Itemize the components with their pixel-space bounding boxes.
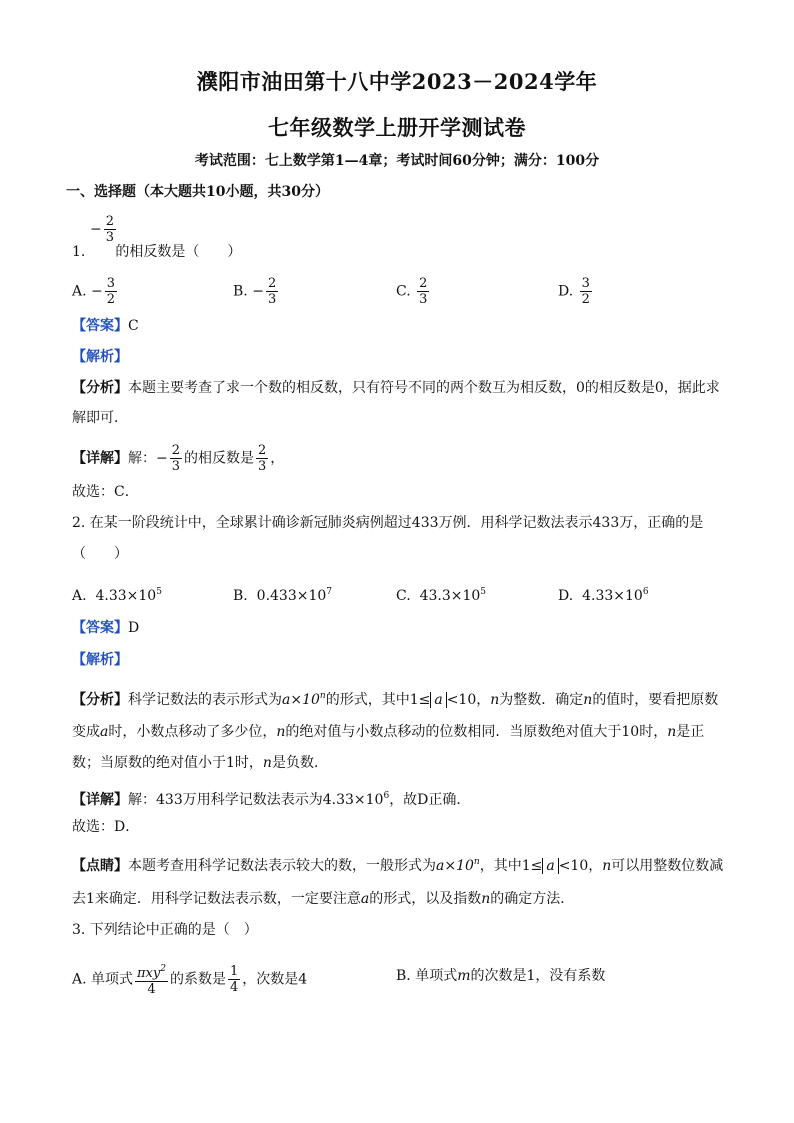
option-text: 单项式 xyxy=(91,971,134,988)
fenxi-text: 本题主要考查了求一个数的相反数，只有符号不同的两个数互为相反数，0的相反数是0，据此求 xyxy=(128,380,720,396)
q2-option-b[interactable] xyxy=(233,582,332,606)
xiangjie-tag: 【详解】 xyxy=(72,450,128,467)
frac-den: 3 xyxy=(419,292,428,307)
var-m: m xyxy=(457,968,471,984)
frac-num-exp: 2 xyxy=(160,964,166,974)
option-label: D. xyxy=(558,283,574,300)
frac-num: 2 xyxy=(267,276,277,291)
q1-option-d[interactable] xyxy=(558,276,594,307)
dianjing-formula: a×10 xyxy=(436,858,474,874)
var-n: n xyxy=(490,692,500,708)
option-fraction xyxy=(266,276,278,307)
q2-choose: 故选：D． xyxy=(72,819,140,835)
exam-title-school: 濮阳市油田第十八中学2023－2024学年 xyxy=(196,69,598,94)
dianjing-text: 可以用整数位数减 xyxy=(611,858,724,874)
xiangjie-tag: 【详解】 xyxy=(72,792,128,808)
section-heading: 一、选择题（本大题共10小题，共30分） xyxy=(66,184,329,200)
q1-stem-fraction xyxy=(90,214,118,245)
option-fraction xyxy=(580,276,592,307)
q2-stem-line2: （ ） xyxy=(72,546,128,562)
xiangjie-text: ，故D正确． xyxy=(389,792,471,808)
option-sign: − xyxy=(252,283,264,300)
range-left: 1≤ xyxy=(409,692,431,708)
fenxi-tag: 【分析】 xyxy=(72,380,128,396)
option-label: B. xyxy=(233,588,248,604)
q2-fenxi-line3 xyxy=(72,753,328,773)
frac-num: 3 xyxy=(581,276,590,291)
range-left: 1≤ xyxy=(521,858,543,874)
q2-xiangjie xyxy=(72,786,470,810)
dianjing-text: 本题考查用科学记数法表示较大的数，一般形式为 xyxy=(128,858,436,874)
fenxi-text: 时，小数点移动了多少位， xyxy=(108,724,277,740)
range-right: <10 xyxy=(446,692,477,708)
fenxi-text: 变成 xyxy=(72,724,100,740)
option-label: A. xyxy=(72,971,87,988)
answer-value: D xyxy=(128,620,140,636)
var-a: a xyxy=(360,891,370,907)
option-coef-fraction xyxy=(228,964,240,995)
q1-choose: 故选：C． xyxy=(72,484,139,500)
xiangjie-frac2 xyxy=(256,443,268,474)
fenxi-text: 的绝对值与小数点移动的位数相同．当原数绝对值大于10时， xyxy=(285,724,668,740)
frac-num: 2 xyxy=(258,443,267,458)
option-base: 0.433×10 xyxy=(256,588,327,604)
frac-den: 4 xyxy=(147,982,156,997)
q1-option-b[interactable] xyxy=(233,276,280,307)
frac-den: 3 xyxy=(171,459,181,474)
option-label: B. xyxy=(396,968,411,984)
q1-answer xyxy=(72,316,139,336)
xiangjie-text: 解：433万用科学记数法表示为 xyxy=(128,792,323,808)
range-right: <10 xyxy=(558,858,589,874)
q1-fenxi-line1 xyxy=(72,378,720,398)
option-base: 43.3×10 xyxy=(419,588,481,604)
option-exp: 5 xyxy=(480,587,487,597)
q1-number: 1. xyxy=(72,244,86,260)
q1-xiangjie xyxy=(72,443,284,474)
q1-option-a[interactable] xyxy=(72,276,119,307)
option-text: ，次数是4 xyxy=(242,971,308,988)
option-label: A. xyxy=(72,588,87,604)
q2-option-c[interactable] xyxy=(396,582,486,606)
option-text: 单项式 xyxy=(415,968,458,984)
xiangjie-mid: 的相反数是 xyxy=(184,450,255,467)
dianjing-text: 去1来确定．用科学记数法表示数，一定要注意 xyxy=(72,891,361,907)
q1-frac-den: 3 xyxy=(105,230,115,245)
option-label: A. xyxy=(72,283,87,300)
dianjing-text: 的形式，以及指数 xyxy=(369,891,482,907)
xiangjie-sign: − xyxy=(156,450,168,467)
dianjing-text: 的确定方法． xyxy=(490,891,575,907)
frac-den: 3 xyxy=(267,292,277,307)
frac-den: 2 xyxy=(581,292,590,307)
q3-option-a[interactable] xyxy=(72,962,307,997)
option-sign: − xyxy=(91,283,103,300)
fenxi-tag: 【分析】 xyxy=(72,692,128,708)
range-abs: a xyxy=(542,858,558,874)
fenxi-text: 科学记数法的表示形式为 xyxy=(128,692,282,708)
xiangjie-frac1 xyxy=(170,443,182,474)
q2-analysis-tag xyxy=(72,650,128,670)
exam-title-paper: 七年级数学上册开学测试卷 xyxy=(268,115,526,140)
var-n: n xyxy=(262,755,272,771)
frac-den: 3 xyxy=(258,459,267,474)
q1-fraction xyxy=(104,214,116,245)
xiangjie-base: 4.33×10 xyxy=(322,792,384,808)
option-text: 的次数是1，没有系数 xyxy=(470,968,606,984)
q1-fenxi-line2: 解即可． xyxy=(72,410,128,426)
option-label: C. xyxy=(396,283,411,300)
fenxi-text: 是正 xyxy=(676,724,705,740)
fenxi-text: 是负数． xyxy=(271,755,328,771)
fenxi-text: ， xyxy=(476,692,491,708)
q2-option-d[interactable] xyxy=(558,582,649,606)
fenxi-formula-exp: n xyxy=(319,691,326,701)
dianjing-formula-exp: n xyxy=(473,857,480,867)
dianjing-tag: 【点睛】 xyxy=(72,858,128,874)
option-exp: 7 xyxy=(326,587,333,597)
var-n: n xyxy=(481,891,491,907)
frac-num: 2 xyxy=(171,443,181,458)
var-n: n xyxy=(276,724,286,740)
option-base: 4.33×10 xyxy=(95,588,157,604)
range-abs: a xyxy=(430,692,446,708)
option-exp: 6 xyxy=(642,587,649,597)
q2-stem-line1: 2. 在某一阶段统计中，全球累计确诊新冠肺炎病例超过433万例．用科学记数法表示433万，正确的是 xyxy=(72,515,704,531)
frac-den: 2 xyxy=(106,292,116,307)
q1-stem xyxy=(72,242,241,262)
frac-num: πxy xyxy=(137,966,161,981)
var-n: n xyxy=(602,858,612,874)
frac-num: 2 xyxy=(419,276,428,291)
option-label: D. xyxy=(558,588,574,604)
fenxi-text: 的值时，要看把原数 xyxy=(592,692,719,708)
option-text: 的系数是 xyxy=(169,971,226,988)
option-label: C. xyxy=(396,588,411,604)
var-a: a xyxy=(100,724,109,740)
var-n: n xyxy=(667,724,677,740)
var-n: n xyxy=(583,692,593,708)
option-fraction xyxy=(105,276,117,307)
fenxi-text: 数；当原数的绝对值小于1时， xyxy=(72,755,263,771)
frac-num: 3 xyxy=(106,276,116,291)
q2-dianjing-line2 xyxy=(72,889,574,909)
answer-tag: 【答案】 xyxy=(72,620,128,636)
xiangjie-pre: 解： xyxy=(128,450,156,467)
option-base: 4.33×10 xyxy=(582,588,643,604)
analysis-tag: 【解析】 xyxy=(72,349,128,365)
q2-option-a[interactable] xyxy=(72,582,162,606)
fenxi-formula: a×10 xyxy=(282,692,320,708)
q1-frac-sign: − xyxy=(90,221,102,238)
exam-scope: 考试范围：七上数学第1—4章；考试时间60分钟；满分：100分 xyxy=(194,153,600,169)
answer-value: C xyxy=(128,318,139,334)
q3-stem: 3. 下列结论中正确的是（ ） xyxy=(72,922,258,938)
q1-analysis-tag xyxy=(72,347,128,367)
option-label: B. xyxy=(233,283,248,300)
q1-option-c[interactable] xyxy=(396,276,431,307)
q2-dianjing-line1 xyxy=(72,852,723,876)
frac-num: 1 xyxy=(229,964,239,979)
xiangjie-exp: 6 xyxy=(383,791,390,801)
dianjing-text: ， xyxy=(588,858,603,874)
fenxi-text: 为整数．确定 xyxy=(499,692,584,708)
q2-fenxi-line2 xyxy=(72,722,704,742)
xiangjie-end: ， xyxy=(270,450,285,467)
q1-stem-tail: 的相反数是（ ） xyxy=(115,244,242,260)
answer-tag: 【答案】 xyxy=(72,318,128,334)
q1-frac-num: 2 xyxy=(105,214,115,229)
option-exp: 5 xyxy=(156,587,162,597)
dianjing-text: ，其中 xyxy=(479,858,522,874)
q3-option-b[interactable] xyxy=(396,966,605,986)
q2-fenxi-line1 xyxy=(72,686,718,710)
fenxi-text: 的形式，其中 xyxy=(325,692,410,708)
option-fraction xyxy=(135,962,168,997)
frac-den: 4 xyxy=(229,980,239,995)
q2-answer xyxy=(72,618,139,638)
analysis-tag: 【解析】 xyxy=(72,652,128,668)
option-fraction xyxy=(417,276,429,307)
